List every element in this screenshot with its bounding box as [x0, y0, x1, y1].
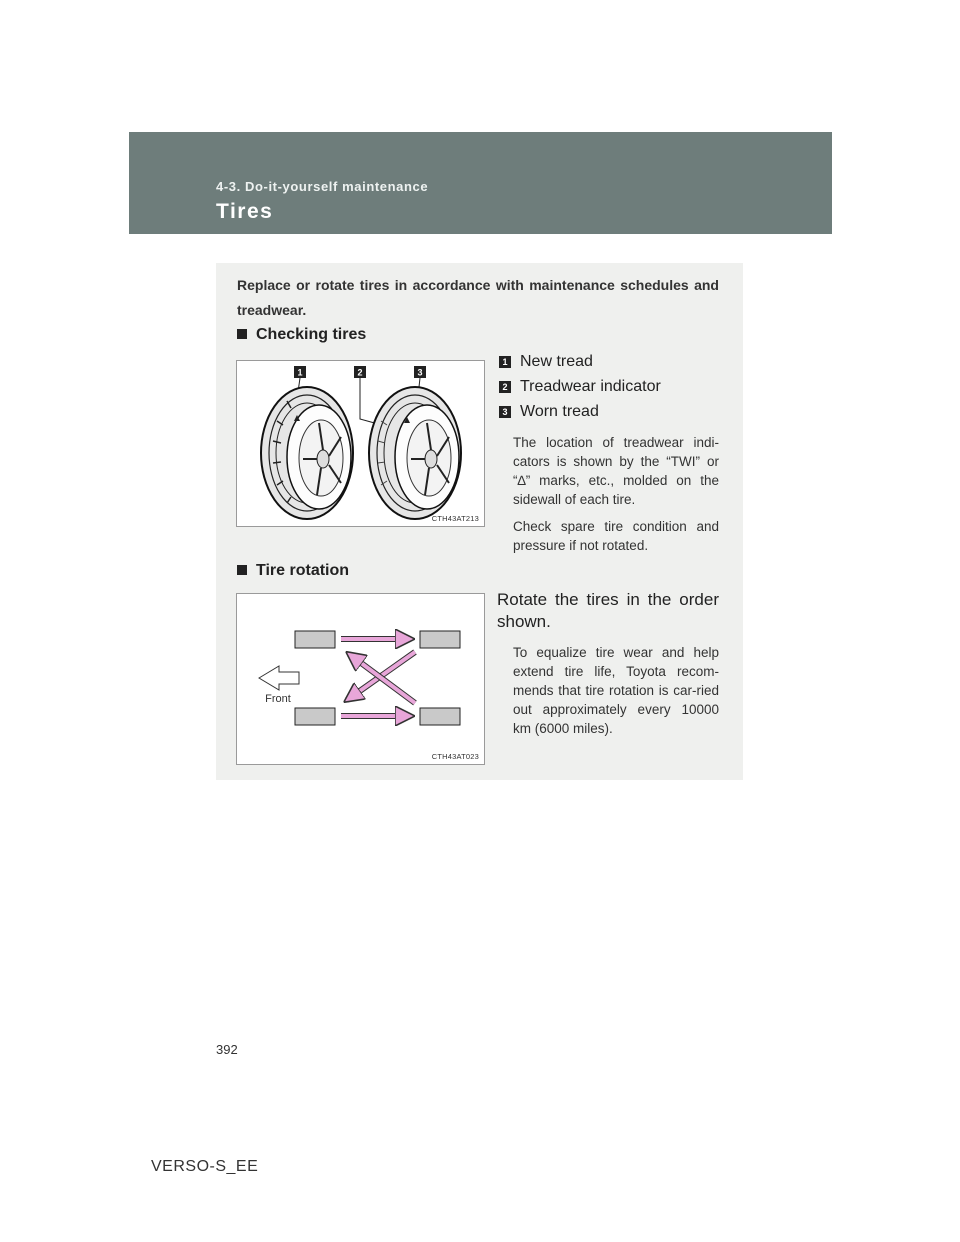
- worn-tire-drawing: [369, 387, 461, 519]
- number-1-icon: 1: [499, 356, 511, 368]
- checking-tires-heading: [237, 326, 366, 344]
- number-2-icon: 2: [499, 381, 511, 393]
- callout-2-label: 2: [357, 367, 363, 378]
- rear-right-tire: [420, 708, 460, 725]
- page-title: Tires: [216, 200, 274, 223]
- legend-label: New tread: [520, 353, 593, 370]
- tire-rotation-heading-text: Tire rotation: [256, 562, 350, 579]
- intro-text: Replace or rotate tires in accordance with maintenance schedules and treadwear.: [237, 277, 719, 318]
- page-number: 392: [216, 1042, 238, 1057]
- model-code: VERSO-S_EE: [151, 1158, 259, 1175]
- tire-rotation-heading: [237, 562, 349, 580]
- rotation-note: To equalize tire wear and help extend tire life, Toyota recom-mends that tire rotation is car-ried out approximately every 10000 km (6000 miles).: [513, 645, 719, 736]
- content-panel: [216, 263, 743, 780]
- new-tire-drawing: [261, 387, 353, 519]
- tire-tread-figure: [236, 360, 485, 527]
- section-header: [129, 132, 832, 234]
- tire-tread-illustration: [237, 361, 484, 526]
- spare-tire-note: Check spare tire condition and pressure if not rotated.: [513, 519, 719, 553]
- tire-rotation-figure: [236, 593, 485, 765]
- callout-1-label: 1: [297, 367, 303, 378]
- legend-item-worn-tread: [499, 403, 599, 421]
- square-bullet-icon: [237, 565, 247, 575]
- legend-label: Treadwear indicator: [520, 378, 661, 395]
- rotation-arrows: [341, 639, 415, 716]
- square-bullet-icon: [237, 329, 247, 339]
- legend-item-treadwear-indicator: [499, 378, 661, 396]
- tire-rotation-diagram: [237, 594, 484, 764]
- front-left-tire: [295, 631, 335, 648]
- checking-tires-heading-text: Checking tires: [256, 326, 367, 343]
- rear-left-tire: [295, 708, 335, 725]
- front-label: Front: [265, 693, 291, 705]
- number-3-icon: 3: [499, 406, 511, 418]
- front-right-tire: [420, 631, 460, 648]
- legend-item-new-tread: [499, 353, 593, 371]
- front-direction-arrow: [259, 666, 299, 690]
- treadwear-note: The location of treadwear indi-cators is shown by the “TWI” or “∆” marks, etc., molded on the sidewall of each tire.: [513, 435, 719, 507]
- rotation-figure-code: CTH43AT023: [431, 752, 479, 761]
- tire-figure-code: CTH43AT213: [431, 514, 479, 523]
- rotation-instruction: Rotate the tires in the order shown.: [497, 590, 719, 631]
- callout-3-label: 3: [417, 367, 423, 378]
- legend-label: Worn tread: [520, 403, 599, 420]
- section-label: 4-3. Do-it-yourself maintenance: [216, 179, 429, 194]
